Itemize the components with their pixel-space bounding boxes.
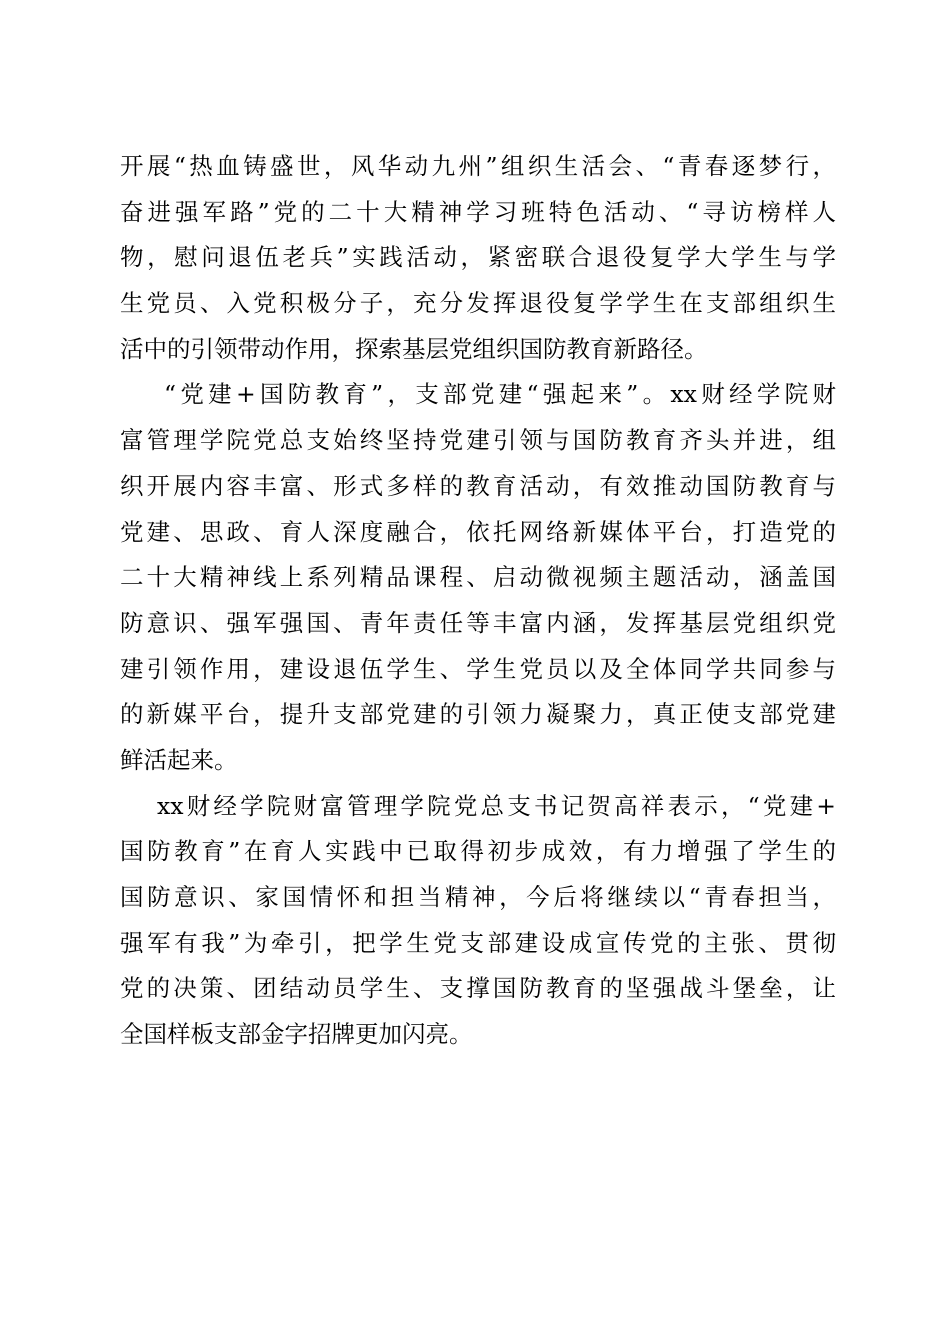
paragraph-line: 织开展内容丰富、形式多样的教育活动，有效推动国防教育与 — [120, 471, 836, 500]
paragraph-1 — [120, 144, 836, 372]
paragraph-line: 全国样板支部金字招牌更加闪亮。 — [120, 1020, 473, 1049]
paragraph-line: 党的决策、团结动员学生、支撑国防教育的坚强战斗堡垒，让 — [120, 974, 836, 1003]
paragraph-line: 的新媒平台，提升支部党建的引领力凝聚力，真正使支部党建 — [120, 700, 836, 729]
paragraph-line: 活中的引领带动作用，探索基层党组织国防教育新路径。 — [120, 334, 708, 363]
paragraph-line: 二十大精神线上系列精品课程、启动微视频主题活动，涵盖国 — [120, 563, 836, 592]
paragraph-line: 鲜活起来。 — [120, 745, 238, 774]
paragraph-line: 开展“热血铸盛世，风华动九州”组织生活会、“青春逐梦行， — [120, 152, 836, 180]
paragraph-line: 国防教育”在育人实践中已取得初步成效，有力增强了学生的 — [120, 837, 836, 866]
paragraph-line: 物，慰问退伍老兵”实践活动，紧密联合退役复学大学生与学 — [120, 243, 836, 272]
paragraph-line: 防意识、强军强国、青年责任等丰富内涵，发挥基层党组织党 — [120, 608, 836, 637]
paragraph-2 — [120, 372, 836, 783]
paragraph-line: 奋进强军路”党的二十大精神学习班特色活动、“寻访榜样人 — [120, 197, 836, 226]
paragraph-line: 富管理学院党总支始终坚持党建引领与国防教育齐头并进，组 — [120, 426, 836, 455]
paragraph-line: 生党员、入党积极分子，充分发挥退役复学学生在支部组织生 — [120, 289, 836, 318]
paragraph-3 — [120, 784, 836, 1058]
paragraph-line: 建引领作用，建设退伍学生、学生党员以及全体同学共同参与 — [120, 654, 836, 683]
paragraph-line: xx财经学院财富管理学院党总支书记贺高祥表示，“党建+ — [157, 791, 836, 820]
paragraph-line: 强军有我”为牵引，把学生党支部建设成宣传党的主张、贯彻 — [120, 928, 836, 957]
paragraph-line: 国防意识、家国情怀和担当精神，今后将继续以“青春担当， — [120, 883, 836, 911]
paragraph-line: “党建+国防教育”，支部党建“强起来”。xx财经学院财 — [164, 380, 836, 409]
paragraph-line: 党建、思政、育人深度融合，依托网络新媒体平台，打造党的 — [120, 517, 836, 546]
document-body — [120, 144, 836, 1058]
